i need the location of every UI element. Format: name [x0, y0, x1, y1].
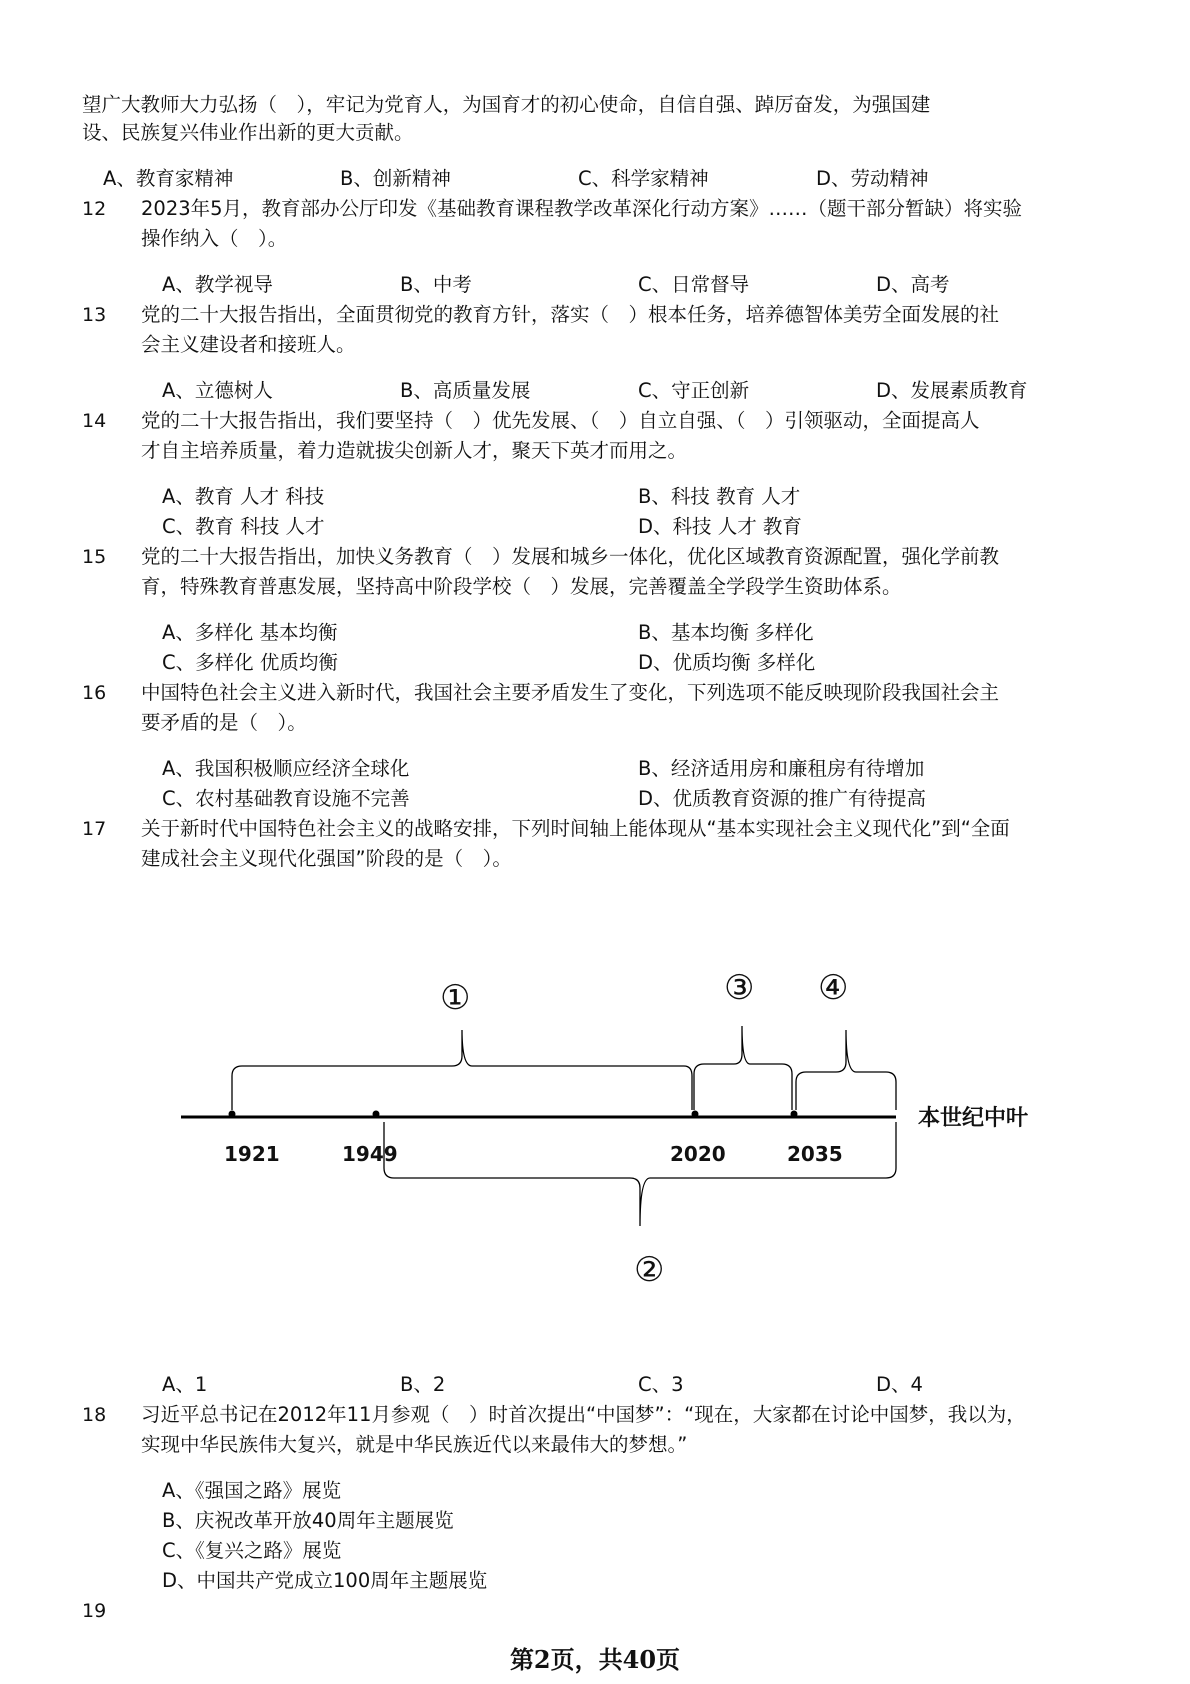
- question-17-option-a: A、1: [162, 1373, 208, 1396]
- brace-3: [694, 1026, 792, 1110]
- timeline-marker-2: ②: [634, 1250, 665, 1290]
- question-17-option-c: C、3: [638, 1373, 684, 1396]
- question-11-text-line-1: 望广大教师大力弘扬（ ），牢记为党育人，为国育才的初心使命，自信自强、踔厉奋发，为强国建: [82, 93, 931, 116]
- question-13-option-a: A、立德树人: [162, 379, 273, 402]
- question-14-option-b: B、科技 教育 人才: [638, 485, 801, 508]
- question-18-text-line-1: 习近平总书记在2012年11月参观（ ）时首次提出“中国梦”：“现在，大家都在讨论中国梦，我以为，: [141, 1403, 1026, 1426]
- timeline-year-2035: 2035: [787, 1142, 843, 1166]
- timeline-year-1921: 1921: [224, 1142, 280, 1166]
- question-15-option-c: C、多样化 优质均衡: [162, 651, 338, 674]
- question-15-option-b: B、基本均衡 多样化: [638, 621, 814, 644]
- question-12-number: 12: [82, 198, 107, 220]
- question-17-text-line-2: 建成社会主义现代化强国”阶段的是（ ）。: [141, 847, 512, 870]
- question-13-option-d: D、发展素质教育: [876, 379, 1028, 402]
- question-14-text-line-2: 才自主培养质量，着力造就拔尖创新人才，聚天下英才而用之。: [141, 439, 688, 462]
- timeline-marker-3: ③: [724, 968, 755, 1008]
- question-12-option-b: B、中考: [400, 273, 472, 296]
- question-11-option-c: C、科学家精神: [578, 167, 709, 190]
- question-18-option-b: B、庆祝改革开放40周年主题展览: [162, 1509, 454, 1532]
- question-15-text-line-1: 党的二十大报告指出，加快义务教育（ ）发展和城乡一体化，优化区域教育资源配置，强化学前教: [141, 545, 1000, 568]
- timeline-dot-1921: [229, 1111, 236, 1118]
- question-14-option-d: D、科技 人才 教育: [638, 515, 802, 538]
- question-13-text-line-1: 党的二十大报告指出，全面贯彻党的教育方针，落实（ ）根本任务，培养德智体美劳全面发展的社: [141, 303, 1000, 326]
- brace-2: [384, 1122, 896, 1226]
- question-14-number: 14: [82, 410, 107, 432]
- question-13-option-b: B、高质量发展: [400, 379, 531, 402]
- question-16-text-line-2: 要矛盾的是（ ）。: [141, 711, 307, 734]
- question-13-number: 13: [82, 304, 107, 326]
- page-footer: 第2页，共40页: [509, 1645, 681, 1674]
- question-19-number: 19: [82, 1600, 107, 1622]
- question-15-option-a: A、多样化 基本均衡: [162, 621, 338, 644]
- question-17-option-b: B、2: [400, 1373, 446, 1396]
- question-17-option-d: D、4: [876, 1373, 923, 1396]
- question-16-number: 16: [82, 682, 107, 704]
- question-14-option-a: A、教育 人才 科技: [162, 485, 325, 508]
- question-16-option-d: D、优质教育资源的推广有待提高: [638, 787, 927, 810]
- question-16-text-line-1: 中国特色社会主义进入新时代，我国社会主要矛盾发生了变化，下列选项不能反映现阶段我国社会主: [141, 681, 1000, 704]
- question-11-option-b: B、创新精神: [340, 167, 451, 190]
- question-18-number: 18: [82, 1404, 107, 1426]
- question-16-option-b: B、经济适用房和廉租房有待增加: [638, 757, 925, 780]
- question-15-number: 15: [82, 546, 107, 568]
- timeline-dot-1949: [373, 1111, 380, 1118]
- question-12-option-d: D、高考: [876, 273, 950, 296]
- timeline-year-1949: 1949: [342, 1142, 398, 1166]
- timeline-marker-4: ④: [818, 968, 849, 1008]
- question-12-option-c: C、日常督导: [638, 273, 750, 296]
- question-12-text-line-2: 操作纳入（ ）。: [141, 227, 288, 250]
- question-18-option-c: C、《复兴之路》展览: [162, 1539, 342, 1562]
- question-15-option-d: D、优质均衡 多样化: [638, 651, 816, 674]
- question-14-option-c: C、教育 科技 人才: [162, 515, 325, 538]
- question-15-text-line-2: 育，特殊教育普惠发展，坚持高中阶段学校（ ）发展，完善覆盖全学段学生资助体系。: [141, 575, 902, 598]
- question-11-option-a: A、教育家精神: [103, 167, 234, 190]
- brace-4: [796, 1030, 896, 1110]
- timeline-end-label: 本世纪中叶: [918, 1106, 1029, 1131]
- question-13-text-line-2: 会主义建设者和接班人。: [141, 333, 356, 356]
- question-11-text-line-2: 设、民族复兴伟业作出新的更大贡献。: [82, 121, 414, 144]
- question-11-option-d: D、劳动精神: [816, 167, 929, 190]
- question-18-text-line-2: 实现中华民族伟大复兴，就是中华民族近代以来最伟大的梦想。”: [141, 1433, 688, 1456]
- question-17-number: 17: [82, 818, 107, 840]
- brace-1: [232, 1030, 692, 1110]
- question-12-text-line-1: 2023年5月，教育部办公厅印发《基础教育课程教学改革深化行动方案》……（题干部分暂缺）将实验: [141, 197, 1023, 220]
- question-14-text-line-1: 党的二十大报告指出，我们要坚持（ ）优先发展、（ ）自立自强、（ ）引领驱动，全面提高人: [141, 409, 980, 432]
- timeline-dot-2020: [692, 1111, 699, 1118]
- question-12-option-a: A、教学视导: [162, 273, 273, 296]
- question-17-text-line-1: 关于新时代中国特色社会主义的战略安排，下列时间轴上能体现从“基本实现社会主义现代化”到“全面: [141, 817, 1010, 840]
- question-18-option-d: D、中国共产党成立100周年主题展览: [162, 1569, 488, 1592]
- question-16-option-c: C、农村基础教育设施不完善: [162, 787, 410, 810]
- timeline-dot-2035: [791, 1111, 798, 1118]
- timeline-year-2020: 2020: [670, 1142, 726, 1166]
- question-16-option-a: A、我国积极顺应经济全球化: [162, 757, 410, 780]
- question-13-option-c: C、守正创新: [638, 379, 750, 402]
- timeline-marker-1: ①: [440, 978, 471, 1018]
- question-18-option-a: A、《强国之路》展览: [162, 1479, 342, 1502]
